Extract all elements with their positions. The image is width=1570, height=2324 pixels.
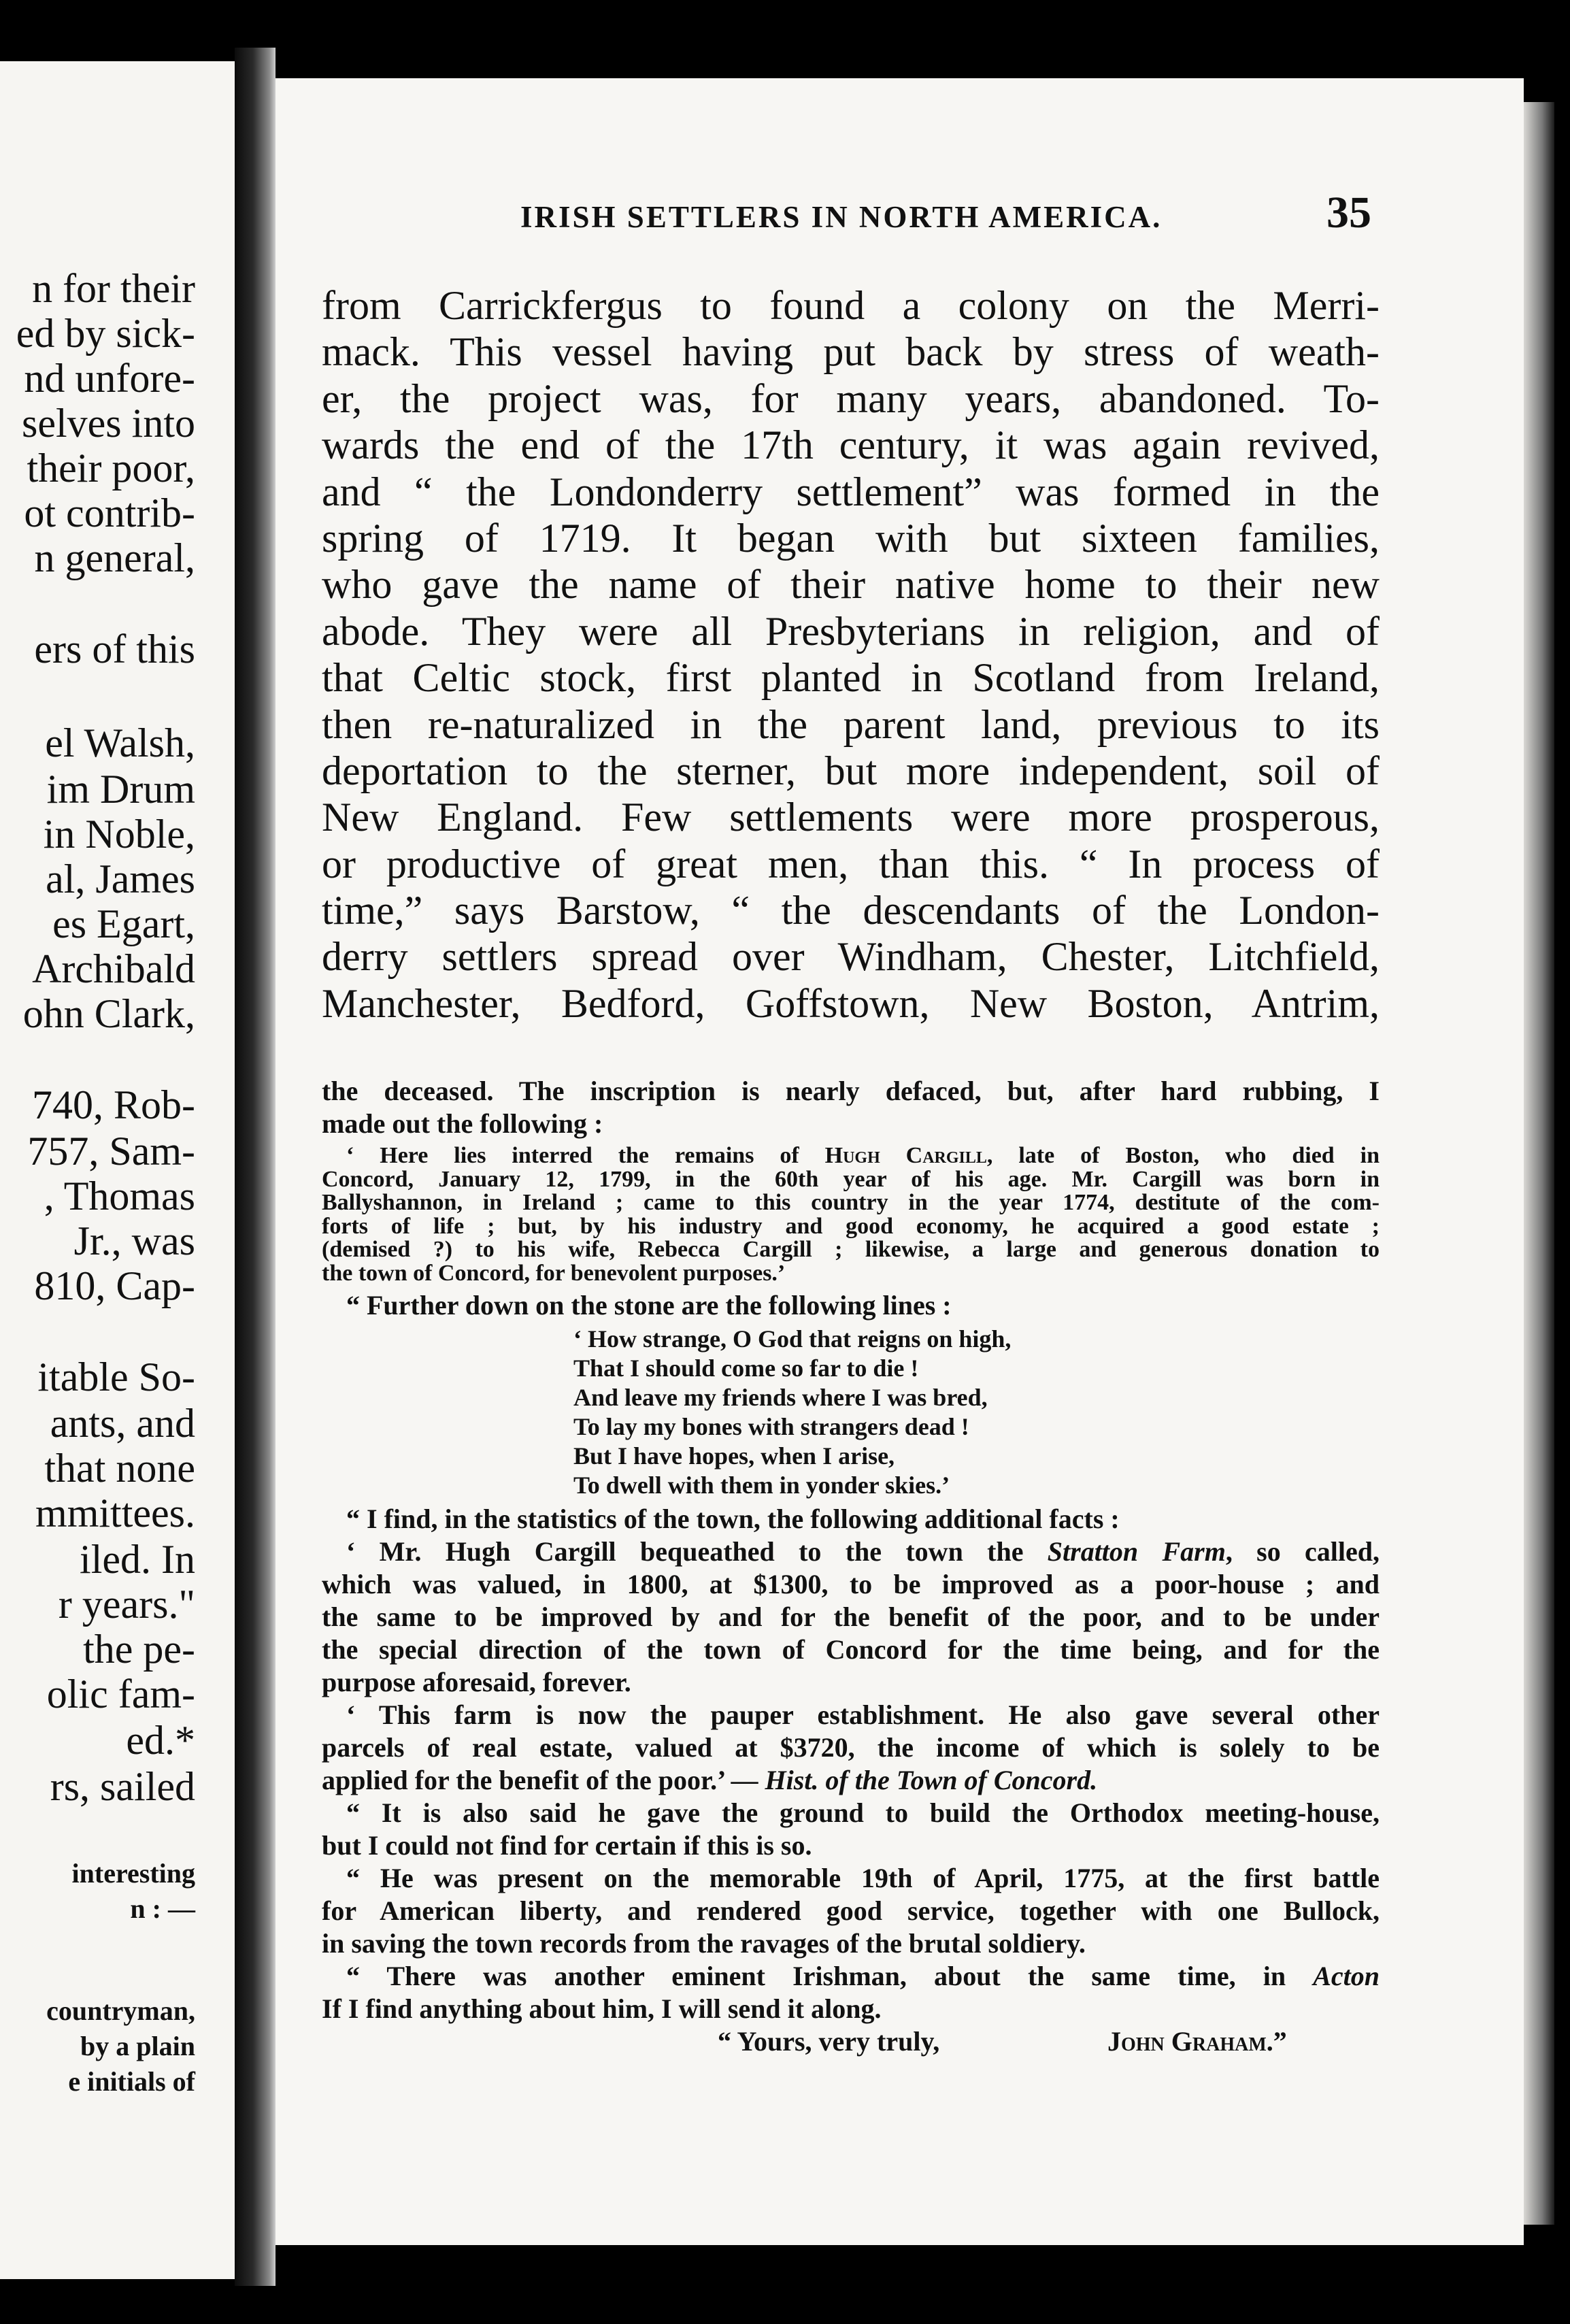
previous-page-line: their poor, bbox=[27, 446, 195, 491]
previous-page-line: , Thomas bbox=[44, 1174, 195, 1218]
signature-line bbox=[322, 2025, 1380, 2058]
signature-name: John Graham.” bbox=[1107, 2026, 1287, 2057]
note-line: parcels of real estate, valued at $3720, the income of which is solely to be bbox=[322, 1732, 1380, 1763]
body-line: or productive of great men, than this. “ In process of bbox=[322, 841, 1380, 886]
previous-page-line: ohn Clark, bbox=[22, 991, 195, 1036]
previous-page-line: r years." bbox=[58, 1582, 195, 1627]
previous-page-line: 810, Cap- bbox=[34, 1263, 195, 1308]
previous-page-line: ers of this bbox=[34, 627, 195, 671]
body-line: that Celtic stock, first planted in Scotland from Ireland, bbox=[322, 655, 1380, 701]
note-line bbox=[322, 1764, 1380, 1797]
previous-page-line: ed.* bbox=[126, 1718, 195, 1763]
body-line: time,” says Barstow, “ the descendants of the London- bbox=[322, 888, 1380, 933]
previous-page-line: that none bbox=[44, 1446, 195, 1491]
epitaph-poem bbox=[573, 1325, 1380, 1500]
body-line: er, the project was, for many years, abandoned. To- bbox=[322, 376, 1380, 421]
inscription-line: forts of life ; but, by his industry and good economy, he acquired a good estate ; bbox=[322, 1213, 1380, 1239]
body-line: and “ the Londonderry settlement” was formed in the bbox=[322, 469, 1380, 514]
running-head: IRISH SETTLERS IN NORTH AMERICA. bbox=[520, 200, 1163, 234]
previous-page-note-line: interesting bbox=[71, 1858, 195, 1889]
poem-line: To dwell with them in yonder skies.’ bbox=[573, 1472, 950, 1499]
note-italic: Stratton Farm bbox=[1047, 1536, 1226, 1567]
poem-line: And leave my friends where I was bred, bbox=[573, 1384, 988, 1411]
body-line: then re-naturalized in the parent land, previous to its bbox=[322, 701, 1380, 747]
note-line bbox=[322, 1536, 1380, 1568]
previous-page-line: ed by sick- bbox=[16, 311, 195, 356]
previous-page-line: iled. In bbox=[80, 1537, 195, 1582]
note-line: the same to be improved by and for the benefit of the poor, and to be under bbox=[322, 1601, 1380, 1632]
inscription-line: Concord, January 12, 1799, in the 60th year of his age. Mr. Cargill was born in bbox=[322, 1166, 1380, 1192]
previous-page-line: el Walsh, bbox=[45, 720, 195, 765]
body-line: who gave the name of their native home to their new bbox=[322, 562, 1380, 608]
previous-page-note-line: by a plain bbox=[80, 2031, 195, 2061]
note-line: “ I find, in the statistics of the town, the following additional facts : bbox=[346, 1504, 1120, 1534]
note-italic: Acton bbox=[1313, 1961, 1380, 1991]
previous-page-line: ot contrib- bbox=[24, 491, 195, 535]
body-line: mack. This vessel having put back by stress of weath- bbox=[322, 329, 1380, 375]
body-line: deportation to the sterner, but more independent, soil of bbox=[322, 748, 1380, 793]
poem-line: But I have hopes, when I arise, bbox=[573, 1442, 895, 1470]
previous-page-note-line: countryman, bbox=[46, 1995, 195, 2026]
note-text: applied for the benefit of the poor.’ — bbox=[322, 1765, 765, 1795]
previous-page-line: Jr., was bbox=[73, 1218, 195, 1263]
inscription-line: (demised ?) to his wife, Rebecca Cargill ; likewise, a large and generous donation to bbox=[322, 1237, 1380, 1262]
previous-page-line: ants, and bbox=[50, 1401, 195, 1446]
previous-page-note-line: n : — bbox=[130, 1893, 195, 1924]
note-line: “ It is also said he gave the ground to build the Orthodox meeting-house, bbox=[346, 1797, 1380, 1828]
previous-page-line: Archibald bbox=[32, 946, 195, 991]
previous-page-line: mmittees. bbox=[35, 1491, 195, 1536]
previous-page-line: itable So- bbox=[37, 1355, 195, 1399]
previous-page-line: rs, sailed bbox=[50, 1764, 195, 1809]
note-line: which was valued, in 1800, at $1300, to be improved as a poor-house ; and bbox=[322, 1569, 1380, 1599]
inscription-text: , late of Boston, who died in bbox=[986, 1143, 1380, 1168]
page-number: 35 bbox=[1326, 188, 1371, 237]
inscription-text: ‘ Here lies interred the remains of bbox=[346, 1143, 825, 1168]
note-line: ‘ This farm is now the pauper establishment. He also gave several other bbox=[346, 1699, 1380, 1730]
previous-page-text bbox=[0, 61, 235, 2279]
body-line: spring of 1719. It began with but sixteen families, bbox=[322, 515, 1380, 561]
body-line: Manchester, Bedford, Goffstown, New Boston, Antrim, bbox=[322, 980, 1380, 1026]
note-line: “ He was present on the memorable 19th of April, 1775, at the first battle bbox=[346, 1863, 1380, 1893]
note-line: in saving the town records from the ravages of the brutal soldiery. bbox=[322, 1928, 1086, 1959]
previous-page-line: nd unfore- bbox=[24, 356, 195, 401]
previous-page-line: al, James bbox=[46, 857, 195, 901]
previous-page-line: in Noble, bbox=[43, 812, 195, 857]
page-edge-shadow bbox=[1524, 102, 1554, 2225]
note-line: made out the following : bbox=[322, 1108, 603, 1139]
previous-page-line: olic fam- bbox=[46, 1672, 195, 1716]
note-line: the deceased. The inscription is nearly defaced, but, after hard rubbing, I bbox=[322, 1076, 1380, 1106]
body-line: from Carrickfergus to found a colony on the Merri- bbox=[322, 283, 1380, 328]
inscription bbox=[322, 1144, 1380, 1285]
note-italic: Hist. of the Town of Concord. bbox=[765, 1765, 1098, 1795]
inscription-line bbox=[322, 1144, 1380, 1168]
note-text: , so called, bbox=[1225, 1536, 1380, 1567]
body-line: derry settlers spread over Windham, Chester, Litchfield, bbox=[322, 934, 1380, 980]
note-text: “ There was another eminent Irishman, about the same time, in bbox=[346, 1961, 1314, 1991]
note-line: but I could not find for certain if this is so. bbox=[322, 1830, 812, 1861]
inscription-line: Ballyshannon, in Ireland ; came to this country in the year 1774, destitute of the com- bbox=[322, 1190, 1380, 1215]
poem-line: To lay my bones with strangers dead ! bbox=[573, 1413, 969, 1440]
note-line: the special direction of the town of Concord for the time being, and for the bbox=[322, 1634, 1380, 1665]
book-page bbox=[275, 78, 1524, 2245]
previous-page-note-line: e initials of bbox=[68, 2066, 195, 2097]
poem-line: That I should come so far to die ! bbox=[573, 1355, 919, 1382]
previous-page-line: selves into bbox=[22, 401, 195, 446]
inscription-line: the town of Concord, for benevolent purposes.’ bbox=[322, 1260, 786, 1286]
previous-page-line: im Drum bbox=[46, 767, 195, 812]
note-line: “ Further down on the stone are the following lines : bbox=[346, 1290, 952, 1321]
main-text bbox=[322, 282, 1380, 1027]
book-gutter bbox=[235, 48, 275, 2286]
previous-page-line: 757, Sam- bbox=[27, 1129, 195, 1174]
closing: “ Yours, very truly, bbox=[718, 2026, 940, 2057]
previous-page-line: es Egart, bbox=[52, 901, 195, 946]
previous-page-fragment bbox=[0, 61, 235, 2279]
body-line: abode. They were all Presbyterians in religion, and of bbox=[322, 608, 1380, 654]
note-line: If I find anything about him, I will send it along. bbox=[322, 1993, 882, 2024]
footnote-block bbox=[322, 1075, 1380, 2058]
inscription-name: Hugh Cargill bbox=[824, 1143, 987, 1168]
previous-page-line: 740, Rob- bbox=[32, 1082, 195, 1127]
previous-page-line: n general, bbox=[34, 535, 195, 580]
body-line: New England. Few settlements were more prosperous, bbox=[322, 795, 1380, 840]
poem-line: ‘ How strange, O God that reigns on high, bbox=[573, 1325, 1012, 1352]
previous-page-line: the pe- bbox=[83, 1627, 195, 1672]
note-text: ‘ Mr. Hugh Cargill bequeathed to the town the bbox=[346, 1536, 1048, 1567]
previous-page-line: n for their bbox=[32, 266, 195, 311]
body-line: wards the end of the 17th century, it was again revived, bbox=[322, 422, 1380, 468]
note-line: for American liberty, and rendered good service, together with one Bullock, bbox=[322, 1895, 1380, 1926]
note-line: purpose aforesaid, forever. bbox=[322, 1667, 631, 1697]
note-line bbox=[322, 1960, 1380, 1993]
